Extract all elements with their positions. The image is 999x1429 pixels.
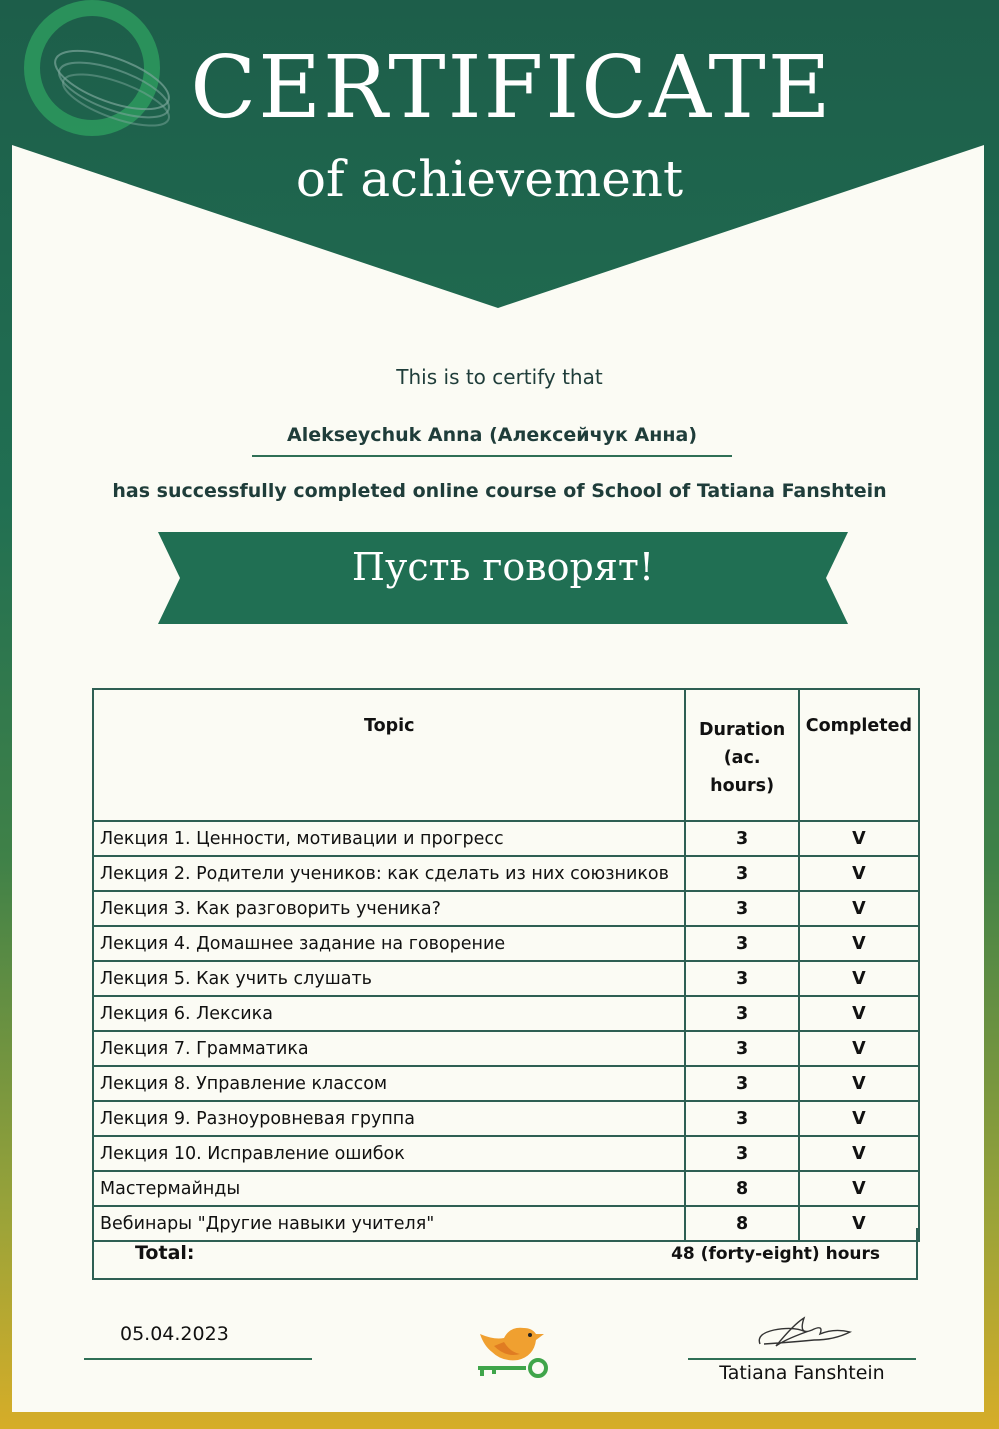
table-row	[93, 1031, 919, 1066]
table-row	[93, 856, 919, 891]
table-row	[93, 996, 919, 1031]
row-topic: Лекция 4. Домашнее задание на говорение	[93, 926, 685, 961]
row-hours: 8	[685, 1206, 798, 1241]
row-completed: V	[799, 1031, 919, 1066]
signature-mark	[754, 1310, 854, 1354]
row-completed: V	[799, 961, 919, 996]
issue-date: 05.04.2023	[120, 1323, 229, 1345]
row-topic: Лекция 2. Родители учеников: как сделать из них союзников	[93, 856, 685, 891]
total-row	[92, 1228, 918, 1280]
total-label: Total:	[135, 1242, 195, 1264]
row-topic: Лекция 3. Как разговорить ученика?	[93, 891, 685, 926]
table-row	[93, 1101, 919, 1136]
row-topic: Лекция 8. Управление классом	[93, 1066, 685, 1101]
row-topic: Лекция 1. Ценности, мотивации и прогресс	[93, 821, 685, 856]
course-title: Пусть говорят!	[351, 545, 655, 589]
row-completed: V	[799, 1101, 919, 1136]
row-completed: V	[799, 926, 919, 961]
row-hours: 3	[685, 856, 798, 891]
signer-name: Tatiana Fanshtein	[719, 1362, 885, 1384]
recipient-name: Alekseychuk Anna (Алексейчук Анна)	[286, 424, 698, 446]
certify-text: This is to certify that	[396, 365, 603, 389]
table-row	[93, 926, 919, 961]
completion-statement: has successfully completed online course of School of Tatiana Fanshtein	[112, 480, 887, 502]
row-hours: 3	[685, 961, 798, 996]
table-row	[93, 961, 919, 996]
row-hours: 8	[685, 1171, 798, 1206]
row-topic: Мастермайнды	[93, 1171, 685, 1206]
row-completed: V	[799, 1066, 919, 1101]
row-completed: V	[799, 1206, 919, 1241]
row-completed: V	[799, 821, 919, 856]
row-completed: V	[799, 996, 919, 1031]
school-bird-key-logo	[474, 1318, 554, 1382]
row-hours: 3	[685, 1136, 798, 1171]
recipient-underline	[252, 455, 732, 457]
row-completed: V	[799, 1171, 919, 1206]
table-header-row	[93, 689, 919, 821]
table-row	[93, 1171, 919, 1206]
row-topic: Лекция 7. Грамматика	[93, 1031, 685, 1066]
row-hours: 3	[685, 926, 798, 961]
row-topic: Лекция 6. Лексика	[93, 996, 685, 1031]
signature-underline	[688, 1358, 916, 1360]
row-topic: Лекция 10. Исправление ошибок	[93, 1136, 685, 1171]
certificate-subtitle: of achievement	[295, 150, 684, 208]
row-completed: V	[799, 1136, 919, 1171]
row-hours: 3	[685, 821, 798, 856]
table-row	[93, 821, 919, 856]
header-duration-line1: Duration	[698, 720, 786, 740]
table-row	[93, 1066, 919, 1101]
table-row	[93, 1136, 919, 1171]
row-topic: Лекция 5. Как учить слушать	[93, 961, 685, 996]
header-topic: Topic	[93, 689, 685, 821]
row-hours: 3	[685, 1066, 798, 1101]
certificate-title: CERTIFICATE	[190, 38, 833, 138]
header-duration	[685, 689, 798, 821]
row-hours: 3	[685, 891, 798, 926]
header-completed: Completed	[799, 689, 919, 821]
row-topic: Лекция 9. Разноуровневая группа	[93, 1101, 685, 1136]
table-row	[93, 891, 919, 926]
row-hours: 3	[685, 1031, 798, 1066]
header-duration-line2: (ac. hours)	[710, 748, 775, 796]
total-value: 48 (forty-eight) hours	[671, 1244, 880, 1264]
row-hours: 3	[685, 1101, 798, 1136]
date-underline	[84, 1358, 312, 1360]
row-completed: V	[799, 856, 919, 891]
course-table	[92, 688, 920, 1242]
row-topic: Вебинары "Другие навыки учителя"	[93, 1206, 685, 1241]
row-completed: V	[799, 891, 919, 926]
row-hours: 3	[685, 996, 798, 1031]
